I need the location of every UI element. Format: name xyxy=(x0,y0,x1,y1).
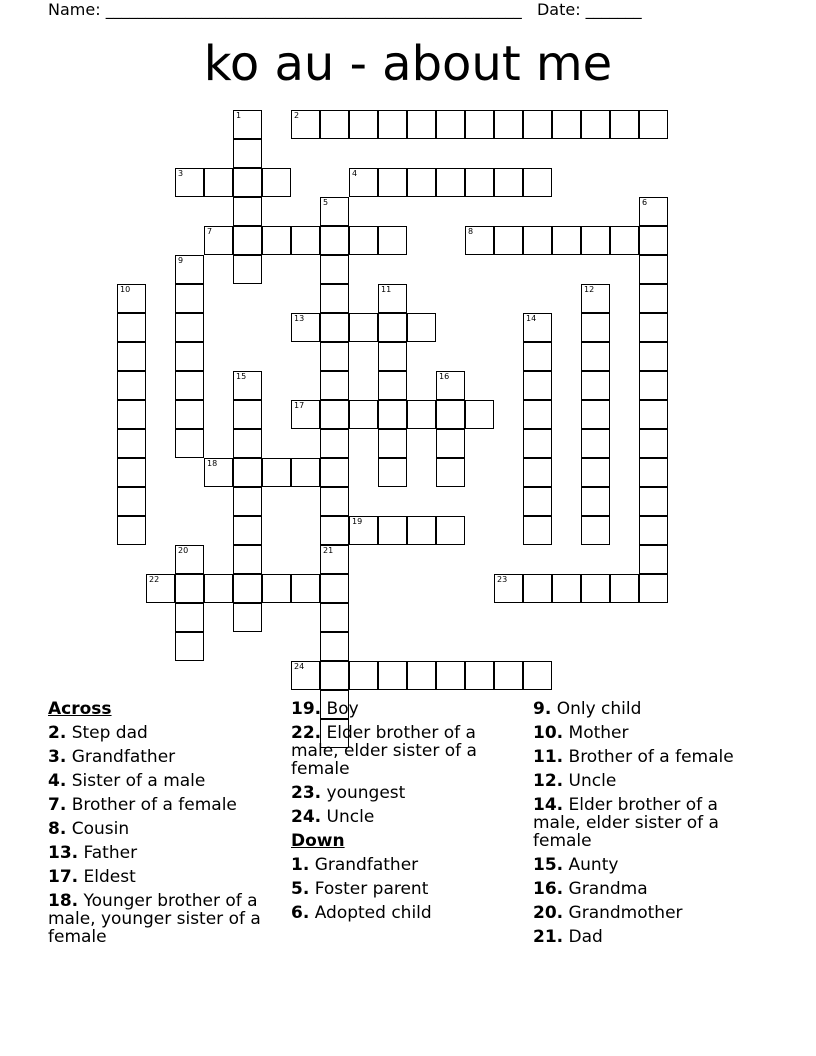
across-heading: Across xyxy=(48,699,112,719)
grid-cell[interactable] xyxy=(233,429,262,458)
cell-number: 13 xyxy=(294,314,305,323)
grid-cell[interactable] xyxy=(436,110,465,139)
grid-cell[interactable] xyxy=(552,574,581,603)
grid-cell[interactable] xyxy=(523,168,552,197)
clue-text: Brother of a female xyxy=(66,795,237,815)
grid-cell[interactable] xyxy=(465,226,494,255)
clue-item xyxy=(533,724,753,742)
grid-cell[interactable] xyxy=(610,110,639,139)
clue-text: Only child xyxy=(551,699,642,719)
grid-cell[interactable] xyxy=(146,574,175,603)
clue-number: 15. xyxy=(533,855,564,875)
grid-cell[interactable] xyxy=(291,661,320,690)
clue-text: Mother xyxy=(563,723,629,743)
grid-cell[interactable] xyxy=(349,168,378,197)
grid-cell[interactable] xyxy=(378,284,407,313)
cell-number: 6 xyxy=(642,198,648,207)
grid-cell[interactable] xyxy=(494,110,523,139)
clue-number: 7. xyxy=(48,795,67,815)
cell-number: 1 xyxy=(236,111,242,120)
clue-number: 21. xyxy=(533,927,564,947)
clue-number: 5. xyxy=(291,879,310,899)
grid-cell[interactable] xyxy=(378,313,407,342)
clue-number: 10. xyxy=(533,723,564,743)
grid-cell[interactable] xyxy=(639,284,668,313)
grid-cell[interactable] xyxy=(581,226,610,255)
grid-cell[interactable] xyxy=(291,226,320,255)
grid-cell[interactable] xyxy=(581,516,610,545)
grid-cell[interactable] xyxy=(581,574,610,603)
down-clue-list xyxy=(291,856,501,922)
grid-cell[interactable] xyxy=(117,516,146,545)
clue-text: Sister of a male xyxy=(66,771,206,791)
grid-cell[interactable] xyxy=(639,255,668,284)
grid-cell[interactable] xyxy=(436,661,465,690)
grid-cell[interactable] xyxy=(436,400,465,429)
cell-number: 17 xyxy=(294,401,305,410)
name-label: Name: xyxy=(48,0,106,19)
grid-cell[interactable] xyxy=(175,429,204,458)
cell-number: 3 xyxy=(178,169,184,178)
grid-cell[interactable] xyxy=(233,545,262,574)
clue-item xyxy=(291,856,501,874)
grid-cell[interactable] xyxy=(175,255,204,284)
grid-cell[interactable] xyxy=(349,516,378,545)
grid-cell[interactable] xyxy=(349,226,378,255)
grid-cell[interactable] xyxy=(233,255,262,284)
grid-cell[interactable] xyxy=(175,603,204,632)
grid-cell[interactable] xyxy=(494,226,523,255)
clue-text: Eldest xyxy=(78,867,136,887)
clue-number: 13. xyxy=(48,843,79,863)
clue-number: 19. xyxy=(291,699,322,719)
grid-cell[interactable] xyxy=(465,168,494,197)
grid-cell[interactable] xyxy=(581,487,610,516)
clue-item xyxy=(48,772,280,790)
grid-cell[interactable] xyxy=(320,110,349,139)
grid-cell[interactable] xyxy=(233,487,262,516)
cell-number: 22 xyxy=(149,575,160,584)
clue-number: 22. xyxy=(291,723,322,743)
cell-number: 11 xyxy=(381,285,392,294)
grid-cell[interactable] xyxy=(407,313,436,342)
grid-cell[interactable] xyxy=(320,400,349,429)
grid-cell[interactable] xyxy=(320,371,349,400)
cell-number: 14 xyxy=(526,314,537,323)
grid-cell[interactable] xyxy=(407,516,436,545)
grid-cell[interactable] xyxy=(581,110,610,139)
grid-cell[interactable] xyxy=(639,313,668,342)
grid-cell[interactable] xyxy=(639,516,668,545)
clue-number: 12. xyxy=(533,771,564,791)
grid-cell[interactable] xyxy=(523,400,552,429)
clue-number: 1. xyxy=(291,855,310,875)
grid-cell[interactable] xyxy=(523,661,552,690)
clue-item xyxy=(291,808,501,826)
grid-cell[interactable] xyxy=(320,487,349,516)
cell-number: 21 xyxy=(323,546,334,555)
grid-cell[interactable] xyxy=(117,487,146,516)
grid-cell[interactable] xyxy=(465,661,494,690)
grid-cell[interactable] xyxy=(523,487,552,516)
grid-cell[interactable] xyxy=(320,284,349,313)
clue-item xyxy=(48,844,280,862)
cell-number: 15 xyxy=(236,372,247,381)
grid-cell[interactable] xyxy=(639,487,668,516)
grid-cell[interactable] xyxy=(436,168,465,197)
grid-cell[interactable] xyxy=(320,632,349,661)
grid-cell[interactable] xyxy=(639,110,668,139)
clue-item xyxy=(48,724,280,742)
clue-item xyxy=(533,772,753,790)
clue-number: 23. xyxy=(291,783,322,803)
grid-cell[interactable] xyxy=(233,197,262,226)
grid-cell[interactable] xyxy=(436,429,465,458)
grid-cell[interactable] xyxy=(233,226,262,255)
grid-cell[interactable] xyxy=(610,574,639,603)
clue-item xyxy=(48,796,280,814)
grid-cell[interactable] xyxy=(378,342,407,371)
clue-text: Grandmother xyxy=(563,903,683,923)
grid-cell[interactable] xyxy=(262,458,291,487)
across-clue-list xyxy=(48,724,280,946)
grid-cell[interactable] xyxy=(639,458,668,487)
grid-cell[interactable] xyxy=(233,139,262,168)
clue-item xyxy=(48,820,280,838)
grid-cell[interactable] xyxy=(378,168,407,197)
cell-number: 16 xyxy=(439,372,450,381)
grid-cell[interactable] xyxy=(378,400,407,429)
grid-cell[interactable] xyxy=(523,110,552,139)
grid-cell[interactable] xyxy=(639,197,668,226)
grid-cell[interactable] xyxy=(378,458,407,487)
clue-text: Grandfather xyxy=(66,747,176,767)
clue-number: 2. xyxy=(48,723,67,743)
grid-cell[interactable] xyxy=(262,574,291,603)
cell-number: 9 xyxy=(178,256,184,265)
cell-number: 12 xyxy=(584,285,595,294)
grid-cell[interactable] xyxy=(349,400,378,429)
clue-item xyxy=(533,796,753,850)
clue-number: 11. xyxy=(533,747,564,767)
grid-cell[interactable] xyxy=(349,661,378,690)
grid-cell[interactable] xyxy=(639,400,668,429)
clues-column-3 xyxy=(533,700,753,952)
grid-cell[interactable] xyxy=(117,342,146,371)
grid-cell[interactable] xyxy=(117,371,146,400)
clue-item xyxy=(291,880,501,898)
grid-cell[interactable] xyxy=(436,458,465,487)
grid-cell[interactable] xyxy=(581,371,610,400)
grid-cell[interactable] xyxy=(552,226,581,255)
cell-number: 7 xyxy=(207,227,213,236)
grid-cell[interactable] xyxy=(378,661,407,690)
grid-cell[interactable] xyxy=(233,458,262,487)
clue-text: Father xyxy=(78,843,138,863)
grid-cell[interactable] xyxy=(117,429,146,458)
clue-item xyxy=(533,748,753,766)
grid-cell[interactable] xyxy=(639,545,668,574)
grid-cell[interactable] xyxy=(262,226,291,255)
clue-text: Elder brother of a male, elder sister of a female xyxy=(291,723,477,779)
grid-cell[interactable] xyxy=(320,661,349,690)
clue-number: 16. xyxy=(533,879,564,899)
clue-item xyxy=(48,868,280,886)
clue-text: Uncle xyxy=(321,807,375,827)
clue-text: Adopted child xyxy=(309,903,432,923)
grid-cell[interactable] xyxy=(175,168,204,197)
cell-number: 24 xyxy=(294,662,305,671)
grid-cell[interactable] xyxy=(581,313,610,342)
grid-cell[interactable] xyxy=(465,110,494,139)
grid-cell[interactable] xyxy=(233,516,262,545)
grid-cell[interactable] xyxy=(320,342,349,371)
clue-number: 20. xyxy=(533,903,564,923)
grid-cell[interactable] xyxy=(610,226,639,255)
clue-item xyxy=(291,700,501,718)
grid-cell[interactable] xyxy=(233,603,262,632)
clue-item xyxy=(533,880,753,898)
grid-cell[interactable] xyxy=(320,429,349,458)
grid-cell[interactable] xyxy=(523,342,552,371)
grid-cell[interactable] xyxy=(436,371,465,400)
cell-number: 18 xyxy=(207,459,218,468)
grid-cell[interactable] xyxy=(581,400,610,429)
grid-cell[interactable] xyxy=(175,313,204,342)
clue-text: youngest xyxy=(321,783,406,803)
grid-cell[interactable] xyxy=(349,313,378,342)
clue-item xyxy=(533,856,753,874)
grid-cell[interactable] xyxy=(320,545,349,574)
grid-cell[interactable] xyxy=(639,371,668,400)
grid-cell[interactable] xyxy=(233,168,262,197)
grid-cell[interactable] xyxy=(581,342,610,371)
grid-cell[interactable] xyxy=(320,255,349,284)
grid-cell[interactable] xyxy=(523,371,552,400)
grid-cell[interactable] xyxy=(581,429,610,458)
grid-cell[interactable] xyxy=(378,371,407,400)
grid-cell[interactable] xyxy=(320,603,349,632)
clue-item xyxy=(291,784,501,802)
cell-number: 4 xyxy=(352,169,358,178)
clue-number: 18. xyxy=(48,891,79,911)
grid-cell[interactable] xyxy=(204,226,233,255)
clue-number: 24. xyxy=(291,807,322,827)
grid-cell[interactable] xyxy=(407,168,436,197)
grid-cell[interactable] xyxy=(175,574,204,603)
grid-cell[interactable] xyxy=(494,168,523,197)
clue-text: Brother of a female xyxy=(563,747,734,767)
clue-text: Elder brother of a male, elder sister of a female xyxy=(533,795,719,851)
clues-column-1 xyxy=(48,700,280,952)
grid-cell[interactable] xyxy=(494,661,523,690)
grid-cell[interactable] xyxy=(639,429,668,458)
down-clue-list-continued xyxy=(533,700,753,946)
grid-cell[interactable] xyxy=(378,429,407,458)
grid-cell[interactable] xyxy=(581,458,610,487)
grid-cell[interactable] xyxy=(175,284,204,313)
clue-text: Boy xyxy=(321,699,359,719)
grid-cell[interactable] xyxy=(291,458,320,487)
clue-number: 6. xyxy=(291,903,310,923)
grid-cell[interactable] xyxy=(407,400,436,429)
clue-text: Grandfather xyxy=(309,855,419,875)
grid-cell[interactable] xyxy=(175,400,204,429)
grid-cell[interactable] xyxy=(320,197,349,226)
clue-number: 8. xyxy=(48,819,67,839)
grid-cell[interactable] xyxy=(233,110,262,139)
grid-cell[interactable] xyxy=(175,342,204,371)
clue-text: Dad xyxy=(563,927,603,947)
grid-cell[interactable] xyxy=(378,226,407,255)
grid-cell[interactable] xyxy=(320,574,349,603)
grid-cell[interactable] xyxy=(552,110,581,139)
grid-cell[interactable] xyxy=(320,226,349,255)
cell-number: 2 xyxy=(294,111,300,120)
grid-cell[interactable] xyxy=(523,574,552,603)
grid-cell[interactable] xyxy=(291,400,320,429)
across-clue-list-continued xyxy=(291,700,501,826)
clue-text: Aunty xyxy=(563,855,619,875)
grid-cell[interactable] xyxy=(378,516,407,545)
cell-number: 23 xyxy=(497,575,508,584)
grid-cell[interactable] xyxy=(320,313,349,342)
grid-cell[interactable] xyxy=(523,429,552,458)
grid-cell[interactable] xyxy=(233,371,262,400)
grid-cell[interactable] xyxy=(204,458,233,487)
cell-number: 20 xyxy=(178,546,189,555)
grid-cell[interactable] xyxy=(639,226,668,255)
clue-text: Uncle xyxy=(563,771,617,791)
cell-number: 10 xyxy=(120,285,131,294)
grid-cell[interactable] xyxy=(117,284,146,313)
grid-cell[interactable] xyxy=(436,516,465,545)
grid-cell[interactable] xyxy=(233,400,262,429)
clue-number: 4. xyxy=(48,771,67,791)
grid-cell[interactable] xyxy=(233,574,262,603)
grid-cell[interactable] xyxy=(523,458,552,487)
grid-cell[interactable] xyxy=(407,661,436,690)
cell-number: 19 xyxy=(352,517,363,526)
grid-cell[interactable] xyxy=(204,574,233,603)
page-title: ko au - about me xyxy=(203,36,613,92)
grid-cell[interactable] xyxy=(639,342,668,371)
grid-cell[interactable] xyxy=(175,371,204,400)
clues-column-2 xyxy=(291,700,501,928)
cell-number: 8 xyxy=(468,227,474,236)
clue-number: 17. xyxy=(48,867,79,887)
clue-number: 14. xyxy=(533,795,564,815)
grid-cell[interactable] xyxy=(320,516,349,545)
grid-cell[interactable] xyxy=(291,313,320,342)
clue-item xyxy=(291,904,501,922)
grid-cell[interactable] xyxy=(117,313,146,342)
grid-cell[interactable] xyxy=(581,284,610,313)
clue-item xyxy=(533,700,753,718)
grid-cell[interactable] xyxy=(262,168,291,197)
grid-cell[interactable] xyxy=(117,400,146,429)
grid-cell[interactable] xyxy=(175,545,204,574)
clue-item xyxy=(48,748,280,766)
clue-text: Grandma xyxy=(563,879,648,899)
name-line[interactable]: ____________________________________________________ xyxy=(105,0,522,19)
grid-cell[interactable] xyxy=(407,110,436,139)
grid-cell[interactable] xyxy=(465,400,494,429)
clue-text: Step dad xyxy=(66,723,148,743)
grid-cell[interactable] xyxy=(349,110,378,139)
clue-item xyxy=(533,904,753,922)
down-heading: Down xyxy=(291,831,345,851)
grid-cell[interactable] xyxy=(523,226,552,255)
grid-cell[interactable] xyxy=(378,110,407,139)
clue-text: Younger brother of a male, younger sister of a female xyxy=(48,891,261,947)
grid-cell[interactable] xyxy=(117,458,146,487)
clue-item xyxy=(48,892,280,946)
date-label: Date: xyxy=(536,0,586,19)
grid-cell[interactable] xyxy=(291,574,320,603)
grid-cell[interactable] xyxy=(523,516,552,545)
grid-cell[interactable] xyxy=(494,574,523,603)
clue-text: Foster parent xyxy=(309,879,429,899)
clue-number: 9. xyxy=(533,699,552,719)
date-line[interactable]: _______ xyxy=(585,0,642,19)
clue-text: Cousin xyxy=(66,819,130,839)
clue-item xyxy=(533,928,753,946)
grid-cell[interactable] xyxy=(320,458,349,487)
grid-cell[interactable] xyxy=(291,110,320,139)
cell-number: 5 xyxy=(323,198,329,207)
grid-cell[interactable] xyxy=(204,168,233,197)
clue-number: 3. xyxy=(48,747,67,767)
grid-cell[interactable] xyxy=(639,574,668,603)
grid-cell[interactable] xyxy=(175,632,204,661)
clue-item xyxy=(291,724,501,778)
grid-cell[interactable] xyxy=(523,313,552,342)
